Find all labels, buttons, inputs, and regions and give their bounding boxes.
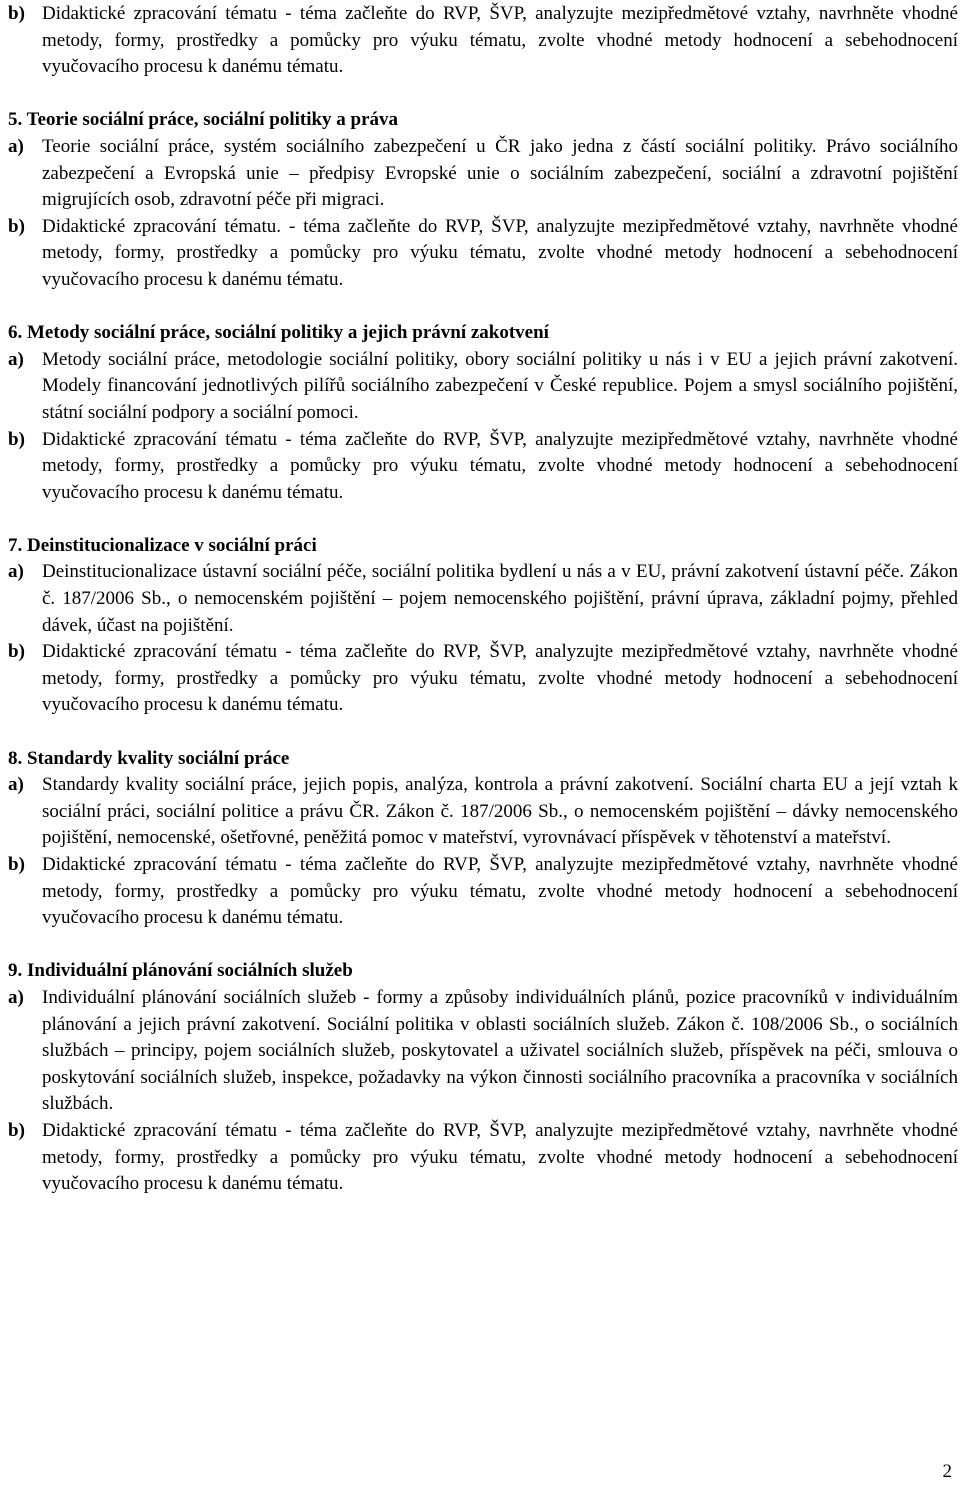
item-a: a) Standardy kvality sociální práce, jejich popis, analýza, kontrola a právní zakotvení. Sociální charta EU a její vztah k sociální práci, sociální politice a právu ČR. Zákon č. 187/2006 Sb., o nemocenském pojištění – dávky nemocenského pojištění, nemocenské, ošetřovné, peněžitá pomoc v mateřství, vyrovnávací příspěvek v těhotenství a mateřství. <box>8 774 958 849</box>
lead-item-b <box>8 1 958 81</box>
item-b: b) Didaktické zpracování tématu - téma začleňte do RVP, ŠVP, analyzujte mezipředmětové vztahy, navrhněte vhodné metody, formy, prostředky a pomůcky pro výuku tématu, zvolte vhodné metody hodnocení a sebehodnocení vyučovacího procesu k danému tématu. <box>8 1119 958 1195</box>
item-b: b) Didaktické zpracování tématu - téma začleňte do RVP, ŠVP, analyzujte mezipředmětové vztahy, navrhněte vhodné metody, formy, prostředky a pomůcky pro výuku tématu, zvolte vhodné metody hodnocení a sebehodnocení vyučovacího procesu k danému tématu. <box>8 641 958 716</box>
item-a: a) Individuální plánování sociálních služeb - formy a způsoby individuálních plánů, pozice pracovníků v individuálním plánování a jejich právní zakotvení. Sociální politika v oblasti sociálních služeb. Zákon č. 108/2006 Sb., o sociálních službách – principy, pojem sociálních služeb, poskytovatel a uživatel sociálních služeb, příspěvek na péči, smlouva o poskytování sociálních služeb, inspekce, požadavky na výkon činnosti sociálního pracovníka a pracovníka v sociálních službách. <box>8 986 958 1115</box>
item-b: b) Didaktické zpracování tématu. - téma začleňte do RVP, ŠVP, analyzujte mezipředmětové vztahy, navrhněte vhodné metody, formy, prostředky a pomůcky pro výuku tématu, zvolte vhodné metody hodnocení a sebehodnocení vyučovacího procesu k danému tématu. <box>8 215 958 290</box>
section-5 <box>0 107 960 293</box>
section-heading: 9. Individuální plánování sociálních služeb <box>8 960 353 982</box>
item-a: a) Teorie sociální práce, systém sociálního zabezpečení u ČR jako jedna z částí sociální politiky. Právo sociálního zabezpečení a Evropská unie – předpisy Evropské unie o sociálním zabezpečení, sociální a zdravotní pojištění migrujících osob, zdravotní péče při migraci. <box>8 135 958 211</box>
item-a: a) Metody sociální práce, metodologie sociální politiky, obory sociální politiky u nás i v EU a jejich právní zakotvení. Modely financování jednotlivých pilířů sociálního zabezpečení v České republice. Pojem a smysl sociálního pojištění, státní sociální podpory a sociální pomoci. <box>8 348 958 423</box>
section-6 <box>0 320 960 506</box>
section-heading: 8. Standardy kvality sociální práce <box>8 747 290 769</box>
section-8 <box>0 746 960 932</box>
section-9 <box>0 958 960 1197</box>
section-heading: 5. Teorie sociální práce, sociální politiky a práva <box>8 109 399 131</box>
item-b: b) Didaktické zpracování tématu - téma začleňte do RVP, ŠVP, analyzujte mezipředmětové vztahy, navrhněte vhodné metody, formy, prostředky a pomůcky pro výuku tématu, zvolte vhodné metody hodnocení a sebehodnocení vyučovacího procesu k danému tématu. <box>8 428 958 503</box>
item-text: Didaktické zpracování tématu - téma začleňte do RVP, ŠVP, analyzujte mezipředmětové vztahy, navrhněte vhodné metody, formy, prostředky a pomůcky pro výuku tématu, zvolte vhodné metody hodnocení a sebehodnocení vyučovacího procesu k danému tématu. <box>42 3 958 78</box>
item-label: b) <box>8 3 25 24</box>
section-heading: 7. Deinstitucionalizace v sociální práci <box>8 534 317 556</box>
section-7 <box>0 533 960 719</box>
page-number: 2 <box>942 1461 952 1483</box>
section-heading: 6. Metody sociální práce, sociální politiky a jejich právní zakotvení <box>8 322 549 344</box>
item-b: b) Didaktické zpracování tématu - téma začleňte do RVP, ŠVP, analyzujte mezipředmětové vztahy, navrhněte vhodné metody, formy, prostředky a pomůcky pro výuku tématu, zvolte vhodné metody hodnocení a sebehodnocení vyučovacího procesu k danému tématu. <box>8 854 958 929</box>
item-a: a) Deinstitucionalizace ústavní sociální péče, sociální politika bydlení u nás a v EU, právní zakotvení ústavní péče. Zákon č. 187/2006 Sb., o nemocenském pojištění – pojem nemocenského pojištění, právní úprava, základní pojmy, přehled dávek, účast na pojištění. <box>8 561 958 636</box>
